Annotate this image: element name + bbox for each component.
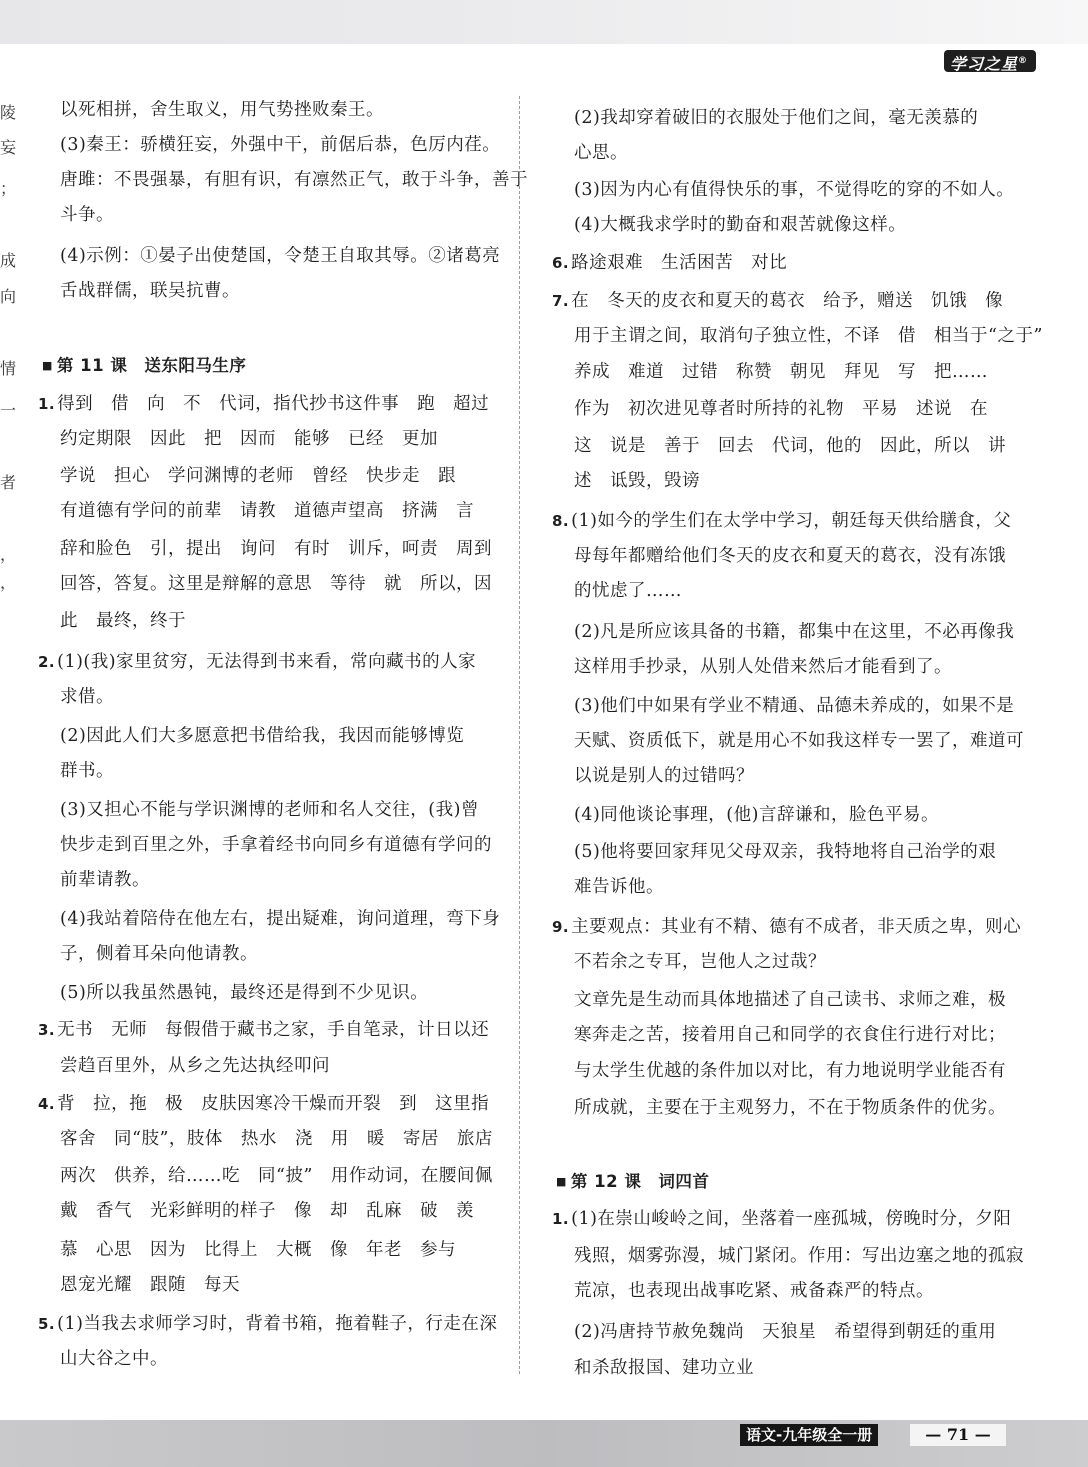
answer-line (38, 1310, 497, 1335)
answer-line (60, 831, 492, 856)
answer-text: 子，侧着耳朵向他请教。 (60, 944, 258, 964)
answer-line (574, 1318, 996, 1343)
answer-text: 荒凉，也表现出战事吃紧、戒备森严的特点。 (574, 1281, 934, 1301)
answer-text: 两次 供养，给……吃 同“披” 用作动词，在腰间佩 (60, 1166, 493, 1186)
answer-line (574, 104, 978, 129)
answer-line (60, 277, 240, 302)
brand-logo (944, 50, 1036, 72)
answer-line (60, 166, 528, 191)
answer-line (574, 1094, 1006, 1119)
answer-text: 快步走到百里之外，手拿着经书向同乡有道德有学问的 (60, 835, 492, 855)
answer-text: 得到 借 向 不 代词，指代抄书这件事 跑 超过 (57, 394, 490, 414)
answer-line (60, 1345, 168, 1370)
answer-line (60, 131, 500, 156)
answer-line (60, 1236, 456, 1261)
answer-line (574, 653, 952, 678)
heading-bullet-icon: ■ (42, 359, 53, 372)
answer-text: 慕 心思 因为 比得上 大概 像 年老 参与 (60, 1240, 456, 1260)
spine-fragment: ， (0, 573, 17, 592)
answer-line (574, 542, 1006, 567)
answer-line (574, 838, 996, 863)
answer-text: (5)他将要回家拜见父母双亲，我特地将自己治学的艰 (574, 842, 997, 862)
question-number: 4. (38, 1095, 56, 1113)
answer-line (60, 462, 456, 487)
spine-fragment: 情 (0, 359, 17, 378)
question-number: 6. (552, 254, 570, 272)
answer-text: (1)(我)家里贫穷，无法得到书来看，常向藏书的人家 (57, 652, 477, 672)
spine-fragment: 成 (0, 251, 17, 270)
answer-text: 养成 难道 过错 称赞 朝见 拜见 写 把…… (574, 362, 988, 382)
answer-line (60, 1052, 330, 1077)
answer-text: 舌战群儒，联吴抗曹。 (60, 281, 240, 301)
answer-text: 戴 香气 光彩鲜明的样子 像 却 乱麻 破 羡 (60, 1201, 474, 1221)
answer-line (60, 722, 464, 747)
answer-line (574, 762, 754, 787)
answer-text: 这样用手抄录，从别人处借来然后才能看到了。 (574, 657, 952, 677)
question-number: 3. (38, 1021, 56, 1039)
answer-text: (4)大概我求学时的勤奋和艰苦就像这样。 (574, 215, 907, 235)
answer-text: 恩宠光耀 跟随 每天 (60, 1275, 240, 1295)
answer-text: 不若余之专耳，岂他人之过哉？ (574, 952, 826, 972)
answer-line (60, 683, 114, 708)
answer-line (574, 1354, 754, 1379)
answer-text: 用于主谓之间，取消句子独立性，不译 借 相当于“之于” (574, 326, 1043, 346)
answer-line (60, 1271, 240, 1296)
answer-text: 辞和脸色 引，提出 询问 有时 训斥，呵责 周到 (60, 539, 492, 559)
answer-line (574, 432, 1006, 457)
answer-line (574, 873, 664, 898)
answer-line (60, 425, 438, 450)
answer-line (60, 866, 150, 891)
answer-text: 无书 无师 每假借于藏书之家，手自笔录，计日以还 (57, 1020, 490, 1040)
answer-text: 尝趋百里外，从乡之先达执经叩问 (60, 1056, 330, 1076)
answer-line (574, 322, 1043, 347)
answer-line (574, 986, 1006, 1011)
answer-text: 求借。 (60, 687, 114, 707)
answer-text: (4)我站着陪侍在他左右，提出疑难，询问道理，弯下身 (60, 909, 501, 929)
question-number: 9. (552, 918, 570, 936)
answer-line (574, 1057, 1006, 1082)
answer-text: (4)同他谈论事理，(他)言辞谦和，脸色平易。 (574, 805, 939, 825)
answer-text: 的忧虑了…… (574, 581, 682, 601)
answer-text: (2)冯唐持节赦免魏尚 天狼星 希望得到朝廷的重用 (574, 1322, 997, 1342)
answer-line (552, 1205, 1011, 1230)
answer-text: 这 说是 善于 回去 代词，他的 因此，所以 讲 (574, 436, 1006, 456)
spine-fragment: 妄 (0, 138, 17, 157)
answer-text: 唐雎：不畏强暴，有胆有识，有凛然正气，敢于斗争，善于 (60, 170, 528, 190)
answer-text: (2)因此人们大多愿意把书借给我，我因而能够博览 (60, 726, 465, 746)
answer-text: (4)示例：①晏子出使楚国，令楚王自取其辱。②诸葛亮 (60, 246, 501, 266)
answer-line (552, 913, 1021, 938)
spine-fragment: 一 (0, 401, 17, 420)
answer-text: 作为 初次进见尊者时所持的礼物 平易 述说 在 (574, 399, 988, 419)
answer-text: 群书。 (60, 761, 114, 781)
answer-text: 此 最终，终于 (60, 611, 186, 631)
question-number: 8. (552, 512, 570, 530)
answer-text: (3)他们中如果有学业不精通、品德未养成的，如果不是 (574, 696, 1015, 716)
question-number: 1. (552, 1210, 570, 1228)
section-heading (42, 352, 246, 376)
answer-line (574, 948, 826, 973)
section-heading (556, 1168, 709, 1192)
answer-line (574, 176, 1014, 201)
answer-text: (1)当我去求师学习时，背着书箱，拖着鞋子，行走在深 (57, 1314, 498, 1334)
answer-text: 山大谷之中。 (60, 1349, 168, 1369)
answer-line (60, 497, 474, 522)
answer-line (60, 940, 258, 965)
answer-line (574, 727, 1024, 752)
answer-text: 和杀敌报国、建功立业 (574, 1358, 754, 1378)
answer-line (552, 287, 1003, 312)
answer-text: 前辈请教。 (60, 870, 150, 890)
answer-line (38, 648, 476, 673)
answer-text: 学说 担心 学问渊博的老师 曾经 快步走 跟 (60, 466, 456, 486)
spine-fragment: 向 (0, 287, 17, 306)
answer-line (60, 570, 492, 595)
answer-text: 背 拉，拖 极 皮肤因寒冷干燥而开裂 到 这里指 (57, 1094, 490, 1114)
answer-line (60, 535, 492, 560)
page-number: — 71 — (910, 1424, 1006, 1446)
answer-text: 文章先是生动而具体地描述了自己读书、求师之难，极 (574, 990, 1006, 1010)
answer-text: 主要观点：其业有不精、德有不成者，非天质之卑，则心 (571, 917, 1022, 937)
answer-text: (2)凡是所应该具备的书籍，都集中在这里，不必再像我 (574, 622, 1015, 642)
answer-text: 在 冬天的皮衣和夏天的葛衣 给予，赠送 饥饿 像 (571, 291, 1004, 311)
answer-line (38, 390, 489, 415)
question-number: 1. (38, 395, 56, 413)
footer-book-label: 语文-九年级全一册 (740, 1424, 878, 1446)
answer-text: 残照，烟雾弥漫，城门紧闭。作用：写出边塞之地的孤寂 (574, 1246, 1024, 1266)
answer-text: 以说是别人的过错吗？ (574, 766, 754, 786)
answer-text: 以死相拼，舍生取义，用气势挫败秦王。 (60, 100, 384, 120)
answer-line (60, 607, 186, 632)
answer-line (60, 905, 500, 930)
answer-line (574, 211, 906, 236)
answer-line (574, 139, 628, 164)
answer-line (574, 801, 939, 826)
brand-logo-text: 学习之星 (950, 54, 1019, 74)
answer-text: 天赋、资质低下，就是用心不如我这样专一罢了，难道可 (574, 731, 1024, 751)
spine-fragment: 者 (0, 473, 17, 492)
answer-line (60, 757, 114, 782)
top-shade (0, 0, 1088, 44)
answer-text: (1)如今的学生们在太学中学习，朝廷每天供给膳食，父 (571, 511, 1012, 531)
answer-line (60, 96, 384, 121)
answer-line (574, 467, 700, 492)
answer-text: 心思。 (574, 143, 628, 163)
answer-text: 难告诉他。 (574, 877, 664, 897)
answer-text: (3)又担心不能与学识渊博的老师和名人交往，(我)曾 (60, 800, 479, 820)
answer-line (574, 395, 988, 420)
heading-text: 第 11 课 送东阳马生序 (56, 356, 247, 375)
spine-fragment: ， (0, 545, 17, 564)
answer-line (552, 249, 787, 274)
answer-line (574, 692, 1014, 717)
answer-text: 述 诋毁，毁谤 (574, 471, 700, 491)
answer-text: (2)我却穿着破旧的衣服处于他们之间，毫无羡慕的 (574, 108, 979, 128)
heading-bullet-icon: ■ (556, 1175, 567, 1188)
spine-fragment: ； (0, 179, 17, 198)
answer-line (574, 577, 682, 602)
answer-text: (3)因为内心有值得快乐的事，不觉得吃的穿的不如人。 (574, 180, 1015, 200)
answer-text: 回答，答复。这里是辩解的意思 等待 就 所以，因 (60, 574, 492, 594)
spine-fragment: 陵 (0, 103, 17, 122)
answer-line (60, 979, 428, 1004)
answer-text: 与太学生优越的条件加以对比，有力地说明学业能否有 (574, 1061, 1006, 1081)
answer-line (60, 201, 114, 226)
answer-line (60, 796, 479, 821)
answer-text: 路途艰难 生活困苦 对比 (571, 253, 788, 273)
question-number: 7. (552, 292, 570, 310)
answer-text: 约定期限 因此 把 因而 能够 已经 更加 (60, 429, 438, 449)
answer-text: 母每年都赠给他们冬天的皮衣和夏天的葛衣，没有冻饿 (574, 546, 1006, 566)
answer-text: (1)在崇山峻岭之间，坐落着一座孤城，傍晚时分，夕阳 (571, 1209, 1012, 1229)
answer-text: 有道德有学问的前辈 请教 道德声望高 挤满 言 (60, 501, 474, 521)
answer-line (60, 1197, 474, 1222)
answer-line (60, 242, 500, 267)
answer-line (574, 1277, 934, 1302)
answer-line (574, 1242, 1024, 1267)
answer-line (38, 1016, 489, 1041)
answer-line (574, 1021, 1006, 1046)
question-number: 2. (38, 653, 56, 671)
answer-line (552, 507, 1011, 532)
answer-text: (5)所以我虽然愚钝，最终还是得到不少见识。 (60, 983, 429, 1003)
answer-line (574, 358, 988, 383)
column-divider (519, 96, 520, 1374)
answer-line (38, 1090, 489, 1115)
answer-line (60, 1125, 493, 1150)
answer-text: 寒奔走之苦，接着用自己和同学的衣食住行进行对比； (574, 1025, 1006, 1045)
answer-line (60, 1162, 493, 1187)
answer-text: 所成就，主要在于主观努力，不在于物质条件的优劣。 (574, 1098, 1006, 1118)
answer-text: 客舍 同“肢”，肢体 热水 浇 用 暖 寄居 旅店 (60, 1129, 493, 1149)
registered-mark: ® (1018, 56, 1029, 66)
answer-text: 斗争。 (60, 205, 114, 225)
answer-line (574, 618, 1014, 643)
question-number: 5. (38, 1315, 56, 1333)
answer-text: (3)秦王：骄横狂妄，外强中干，前倨后恭，色厉内荏。 (60, 135, 501, 155)
heading-text: 第 12 课 词四首 (570, 1172, 710, 1191)
